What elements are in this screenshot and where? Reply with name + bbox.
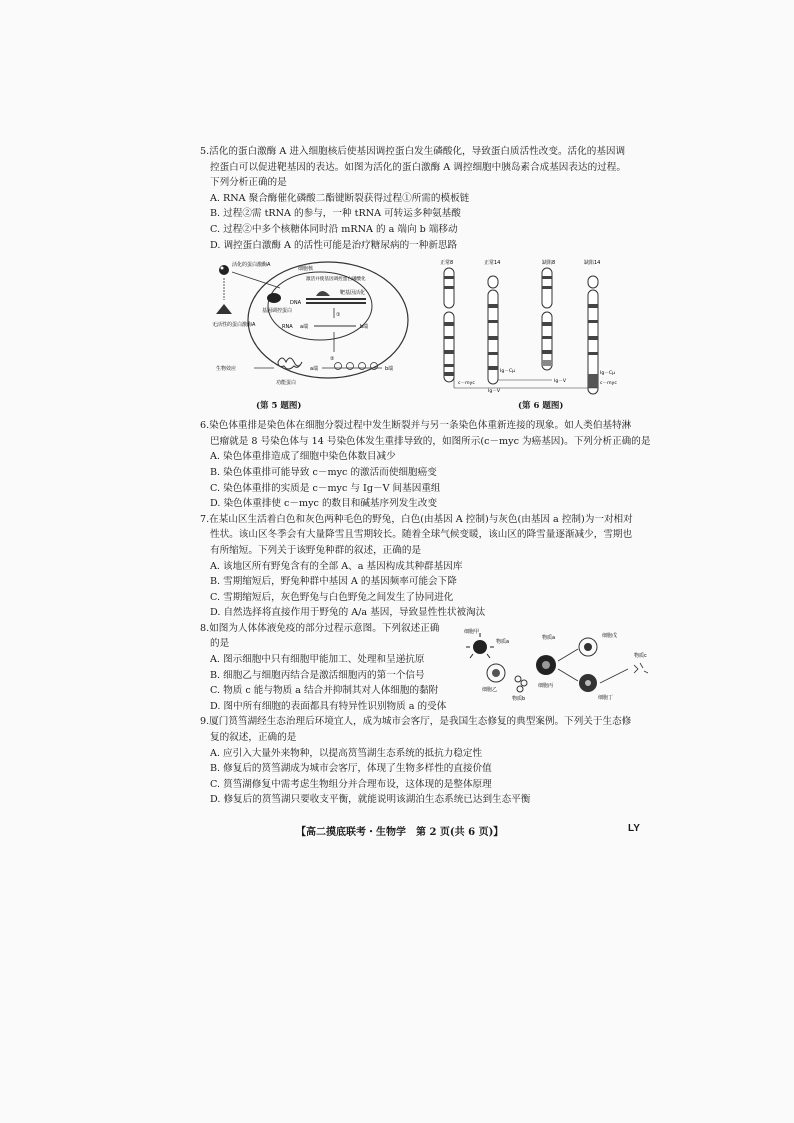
footer-code: LY — [628, 823, 640, 834]
label-cmyc-1: c－myc — [458, 381, 475, 387]
q8-option-a: A. 图示细胞中只有细胞甲能加工、处理和呈递抗原 — [210, 654, 425, 666]
figure-5 — [210, 256, 410, 414]
cell-jia-icon — [466, 633, 494, 658]
question-area — [200, 144, 652, 808]
q7-stem-line3: 有所缩短。下列关于该野兔种群的叙述，正确的是 — [210, 544, 422, 556]
question-5 — [200, 144, 652, 253]
question-8 — [200, 621, 652, 715]
regulator-icon — [267, 293, 281, 303]
label-active-pka: 活化的蛋白激酶A — [232, 262, 271, 269]
label-activated: 激活并使基因调控蛋白磷酸化 — [306, 277, 366, 283]
label-cell-jia: 细胞甲 — [464, 628, 480, 635]
label-regulator: 基因调控蛋白 — [262, 308, 293, 315]
label-nucleus: 细胞核 — [298, 266, 314, 273]
label-igcu-2: Ig－Cμ — [600, 371, 615, 377]
q6-option-d: D. 染色体重排使 c－myc 的数目和碱基序列发生改变 — [210, 498, 438, 510]
label-cell-wu: 细胞戊 — [602, 632, 618, 639]
label-b-end-2: b端 — [385, 366, 394, 373]
q6-stem-line2: 巴瘤就是 8 号染色体与 14 号染色体发生重排导致的，如图所示(c－myc 为癌基因)。下列分析正确的是 — [210, 435, 651, 447]
label-a-end-2: a端 — [310, 366, 319, 373]
q7-option-c: C. 雪期缩短后，灰色野兔与白色野兔之间发生了协同进化 — [210, 591, 454, 603]
chromosome-defect14 — [588, 276, 598, 394]
label-inactive-pka: 无活性的蛋白激酶A — [212, 322, 256, 329]
q7-option-a: A. 该地区所有野兔含有的全部 A、a 基因构成其种群基因库 — [210, 560, 463, 572]
figure-6 — [438, 256, 650, 414]
q8-stem-line1: 8.如图为人体体液免疫的部分过程示意图。下列叙述正确 — [200, 622, 440, 634]
figure-6-caption: (第 6 题图) — [518, 400, 564, 411]
figure-row — [200, 256, 652, 414]
label-igcu-1: Ig－Cμ — [500, 369, 515, 375]
label-igv-2: Ig－V — [554, 379, 567, 385]
figure-5-diagram — [210, 256, 410, 414]
label-step1: ① — [336, 312, 341, 319]
q6-option-b: B. 染色体重排可能导致 c－myc 的激活而使细胞癌变 — [210, 466, 437, 478]
q7-option-d: D. 自然选择将直接作用于野兔的 A/a 基因，导致显性性状被淘汰 — [210, 607, 486, 619]
q7-option-b: B. 雪期缩短后，野兔种群中基因 A 的基因频率可能会下降 — [210, 576, 457, 588]
q5-stem-line2: 控蛋白可以促进靶基因的表达。如图为活化的蛋白激酶 A 调控细胞中胰岛素合成基因表达的过程。 — [210, 161, 626, 173]
q9-stem-line1: 9.厦门筼筜湖经生态治理后环境宜人，成为城市会客厅，是我国生态修复的典型案例。下列关于生态修 — [200, 716, 632, 728]
label-igv-1: Ig－V — [488, 389, 501, 395]
bound-protein — [316, 291, 330, 296]
chromosome-defect8 — [542, 268, 552, 370]
q5-option-d: D. 调控蛋白激酶 A 的活性可能是治疗糖尿病的一种新思路 — [210, 239, 458, 251]
label-target-gene: 靶基因活化 — [340, 290, 366, 297]
q5-option-c: C. 过程②中多个核糖体同时沿 mRNA 的 a 端向 b 端移动 — [210, 223, 458, 235]
q8-option-b: B. 细胞乙与细胞丙结合是激活细胞丙的第一个信号 — [210, 669, 425, 681]
q8-option-d: D. 图中所有细胞的表面都具有特异性识别物质 a 的受体 — [210, 700, 447, 712]
figure-8-diagram — [462, 625, 658, 703]
q9-option-d: D. 修复后的筼筜湖只要收支平衡，就能说明该湖泊生态系统已达到生态平衡 — [210, 794, 531, 806]
figure-8 — [462, 625, 658, 703]
q9-option-c: C. 筼筜湖修复中需考虑生物组分并合理布设，这体现的是整体原理 — [210, 778, 492, 790]
figure-5-caption: (第 5 题图) — [256, 400, 302, 411]
active-pka-icon — [219, 265, 229, 275]
label-cmyc-2: c－myc — [600, 381, 617, 387]
label-sub-b: 物质b — [512, 695, 526, 702]
question-7 — [200, 512, 652, 621]
q8-stem-line2: 的是 — [210, 638, 230, 650]
label-protein: 功能蛋白 — [276, 380, 297, 387]
q9-stem-line2: 复的叙述，正确的是 — [210, 732, 297, 744]
label-step2: ② — [330, 356, 335, 363]
q5-option-a: A. RNA 聚合酶催化磷酸二酯键断裂获得过程①所需的模板链 — [210, 192, 470, 204]
chromosome-normal8 — [444, 268, 454, 382]
label-dna: DNA — [290, 300, 302, 307]
label-sub-a: 物质a — [496, 638, 510, 645]
q7-stem-line2: 性状。该山区冬季会有大量降雪且雪期较长。随着全球气候变暖，该山区的降雪量逐渐减少，雪期也 — [210, 529, 633, 541]
q6-option-c: C. 染色体重排的实质是 c－myc 与 Ig－V 间基因重组 — [210, 482, 441, 494]
q9-option-a: A. 应引入大量外来物种，以提高筼筜湖生态系统的抵抗力稳定性 — [210, 747, 483, 759]
q5-stem-line3: 下列分析正确的是 — [210, 177, 287, 189]
figure-6-diagram — [438, 256, 650, 414]
q6-option-a: A. 染色体重排造成了细胞中染色体数目减少 — [210, 451, 396, 463]
label-effect: 生物效应 — [216, 366, 237, 373]
label-sub-c: 物质c — [634, 652, 647, 659]
label-cell-yi: 细胞乙 — [482, 686, 498, 693]
substance-c-icon — [634, 663, 648, 673]
label-b-end: b端 — [360, 324, 369, 331]
question-9 — [200, 714, 652, 808]
q8-option-c: C. 物质 c 能与物质 a 结合并抑制其对人体细胞的黏附 — [210, 685, 439, 697]
label-a-end: a端 — [300, 324, 309, 331]
label-rna: RNA — [282, 324, 293, 331]
label-sub-a2: 物质a — [542, 634, 556, 641]
q5-option-b: B. 过程②需 tRNA 的参与，一种 tRNA 可转运多种氨基酸 — [210, 208, 461, 220]
q7-stem-line1: 7.在某山区生活着白色和灰色两种毛色的野兔，白色(由基因 A 控制)与灰色(由基因 a 控制)为一对相对 — [200, 513, 633, 525]
label-defect8: 缺陷8 — [542, 260, 556, 267]
inactive-pka-icon — [216, 304, 232, 314]
q5-stem-line1: 5.活化的蛋白激酶 A 进入细胞核后使基因调控蛋白发生磷酸化，导致蛋白质活性改变。活化的基因调 — [200, 146, 626, 157]
label-normal14: 正常14 — [484, 260, 501, 267]
label-normal8: 正常8 — [440, 260, 454, 267]
chromosome-normal14 — [488, 276, 498, 384]
label-cell-ding: 细胞丁 — [598, 694, 614, 701]
page-footer: 【高二摸底联考・生物学 第 2 页(共 6 页)】 — [296, 827, 504, 838]
question-6 — [200, 418, 652, 512]
label-cell-bing: 细胞丙 — [538, 682, 554, 689]
q6-stem-line1: 6.染色体重排是染色体在细胞分裂过程中发生断裂并与另一条染色体重新连接的现象。如人类伯基特淋 — [200, 420, 632, 432]
label-defect14: 缺陷14 — [584, 260, 601, 267]
q9-option-b: B. 修复后的筼筜湖成为城市会客厅，体现了生物多样性的直接价值 — [210, 763, 492, 775]
